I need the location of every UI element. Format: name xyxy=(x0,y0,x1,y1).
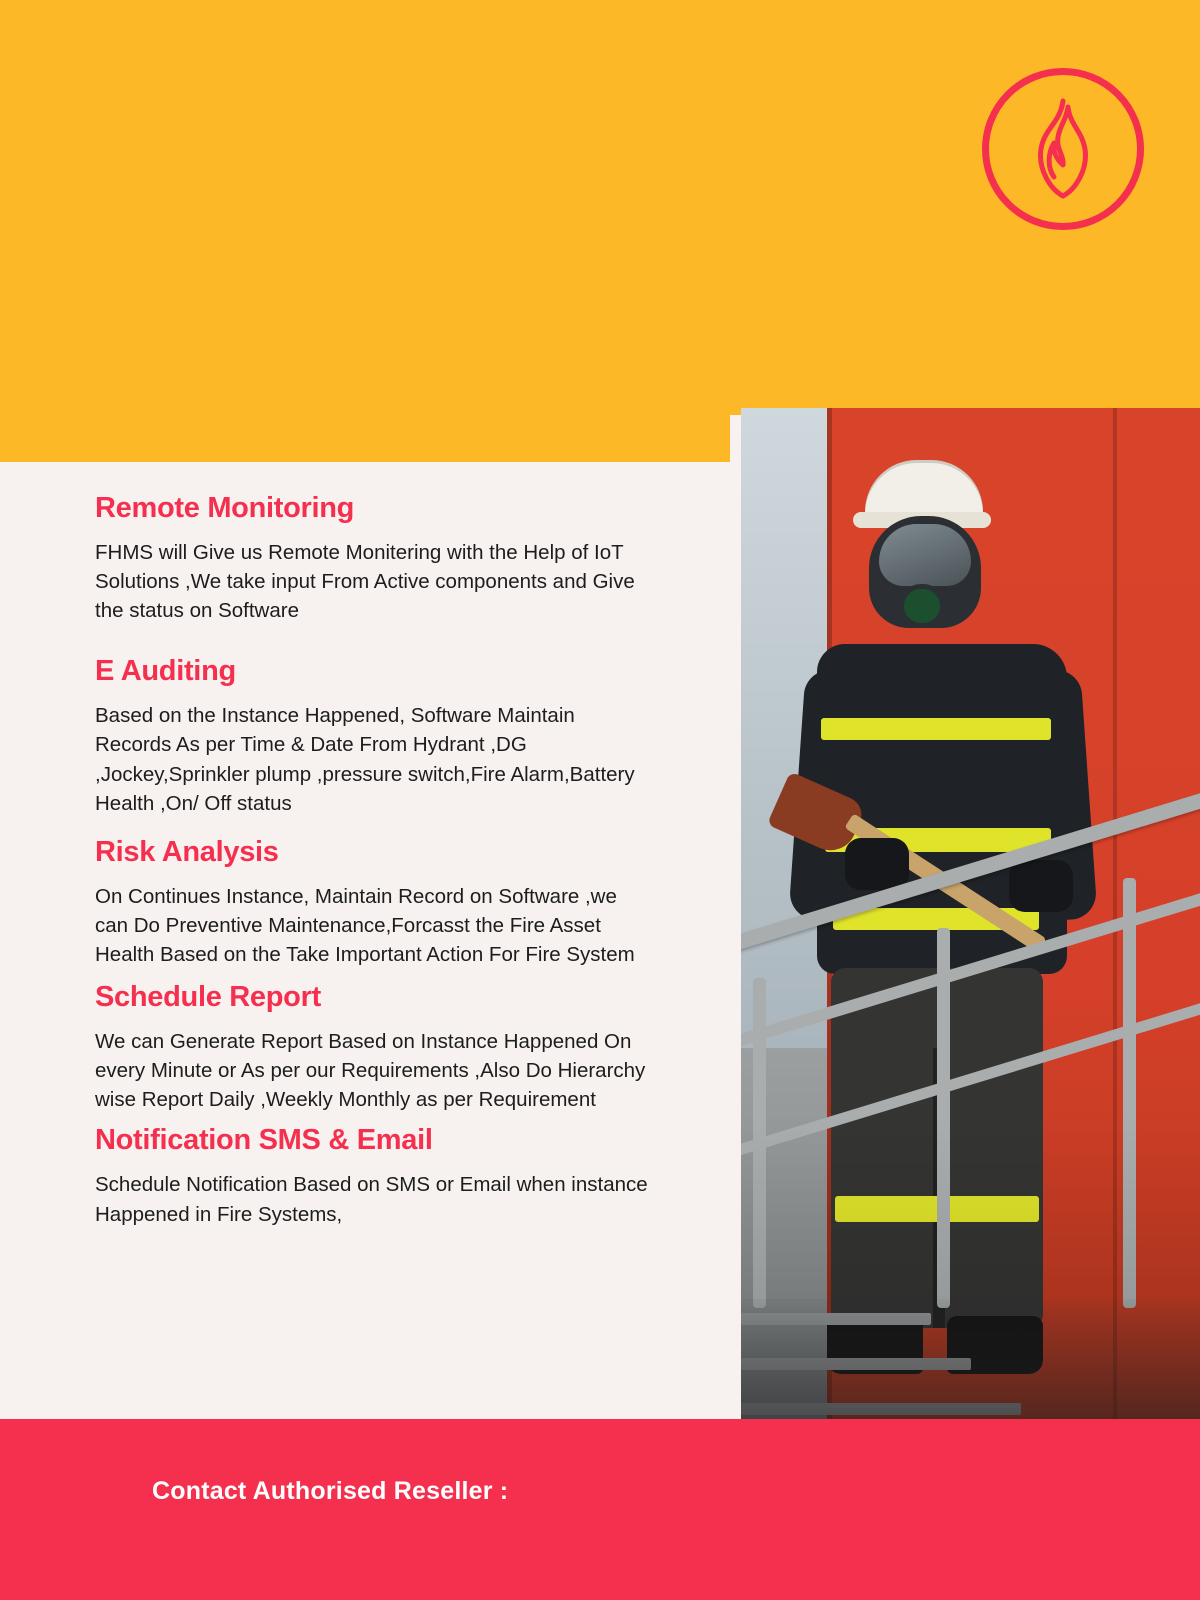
feature-body: We can Generate Report Based on Instance Happened On every Minute or As per our Requirements ,Also Do Hierarchy wise Report Daily ,Weekly Monthly as per Requirement xyxy=(95,1030,646,1112)
feature-risk-analysis xyxy=(95,836,655,969)
header-band xyxy=(0,0,730,462)
flame-icon xyxy=(982,68,1144,230)
feature-title: Notification SMS & Email xyxy=(95,1124,433,1157)
feature-remote-monitoring xyxy=(95,492,655,625)
feature-title: Schedule Report xyxy=(95,981,321,1014)
feature-title: Risk Analysis xyxy=(95,835,279,868)
feature-schedule-report xyxy=(95,981,655,1114)
feature-body: FHMS will Give us Remote Monitering with the Help of IoT Solutions ,We take input From Active components and Give the status on Software xyxy=(95,541,635,623)
feature-e-auditing xyxy=(95,655,655,817)
contact-label: Contact Authorised Reseller : xyxy=(152,1477,509,1505)
firefighter-photo xyxy=(741,408,1200,1419)
feature-title: Remote Monitoring xyxy=(95,492,355,524)
feature-notification-sms-email xyxy=(95,1124,655,1228)
feature-title: E Auditing xyxy=(95,655,236,688)
feature-body: On Continues Instance, Maintain Record on Software ,we can Do Preventive Maintenance,Forcasst the Fire Asset Health Based on the Take Important Action For Fire System xyxy=(95,884,635,966)
feature-body: Based on the Instance Happened, Software Maintain Records As per Time & Date From Hydrant ,DG ,Jockey,Sprinkler plump ,pressure switch,Fire Alarm,Battery Health ,On/ Off status xyxy=(95,704,635,815)
footer-band xyxy=(0,1419,1200,1600)
feature-body: Schedule Notification Based on SMS or Email when instance Happened in Fire Systems, xyxy=(95,1173,648,1226)
features-list xyxy=(95,492,655,1251)
